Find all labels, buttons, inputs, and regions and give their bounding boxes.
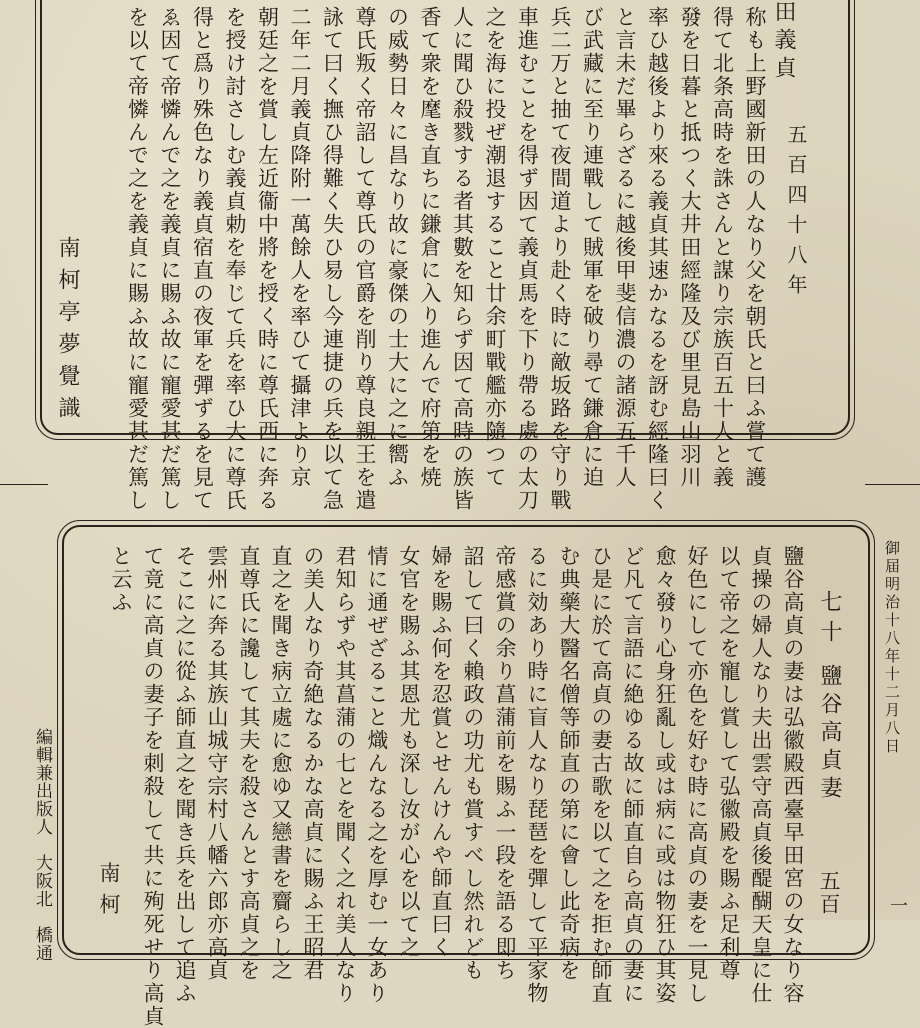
section-divider-right (865, 484, 920, 485)
bottom-article-column: 帝感賞の余り菖蒲前を賜ふ一段を語る即ち (493, 545, 517, 982)
top-article-column: 人に聞ひ殺戮する者其數を知らず因て高時の族皆 (450, 6, 475, 512)
top-article-column: 朝廷之を賞し左近衞中將を授く時に尊氏西に奔る (255, 6, 280, 512)
top-article-column: 称も上野國新田の人なり父を朝氏と曰ふ嘗て護 (743, 6, 767, 489)
top-article-column: ゑ因て帝憐んで之を義貞に賜ふ故に寵愛甚だ篤し (158, 6, 182, 512)
bottom-article-column: 直尊氏に讒して其夫を殺さんとす高貞之を (237, 545, 261, 982)
bottom-article-column: 直之を聞き病立處に愈ゆ又戀書を齎らし之 (269, 545, 293, 982)
top-article-column: と言未だ畢らざるに越後甲斐信濃の諸源五千人 (613, 6, 637, 489)
top-article-column: 香て衆を麾き直ちに鎌倉に入り進んで府第を焼 (418, 6, 442, 489)
top-article-column: を授け討さしむ義貞勅を奉じて兵を率ひ大に尊氏 (223, 6, 247, 512)
bottom-article-column: 鹽谷高貞の妻は弘徽殿西臺早田宮の女なり容 (781, 545, 805, 1005)
bottom-article-number: 七十 (817, 590, 842, 650)
bottom-article-column: の美人なり奇絶なるかな高貞に賜ふ王昭君 (301, 545, 325, 982)
bottom-article-column: む典藥大醫名僧等師直の第に會し此奇病を (557, 545, 581, 982)
bottom-article-column: 雲州に奔る其族山城守宗村八幡六郎亦高貞 (205, 545, 229, 982)
top-article-column: 尊氏叛く帝詔して尊氏の官爵を削り尊良親王を遣 (353, 6, 377, 512)
top-article-column: び武藏に至り連戰して賊軍を破り尋て鎌倉に迫 (580, 6, 605, 489)
bottom-article-title: 鹽谷高貞妻 (817, 664, 842, 804)
bottom-article-column: 貞操の婦人なり夫出雲守高貞後醍醐天皇に仕 (749, 545, 773, 1005)
top-article-title: 田義貞 (771, 0, 796, 84)
bottom-article-column: るに効あり時に盲人なり琵琶を彈して平家物 (525, 545, 549, 1005)
top-article-column: 詠て曰く撫ひ得難く失ひ易し今連捷の兵を以て急 (320, 6, 345, 512)
bottom-article-column: 愈々發り心身狂亂し或は病に或は物狂ひ其姿 (653, 545, 677, 1005)
bottom-article-page-label: 五百 (817, 870, 841, 916)
top-article-column: 發を日暮と抵つく大井田經隆及び里見島山羽川 (678, 6, 702, 489)
publisher-line: 編輯兼出版人 大阪北 橋通 (32, 728, 52, 962)
top-article-column: 兵二万と抽て夜間道より赴く時に敵坂路を守り戰 (548, 6, 572, 512)
bottom-article-column: 詔して曰く賴政の功尤も賞すべし然れども (461, 545, 485, 982)
top-article-number: 五百四十八年 (784, 124, 808, 304)
section-divider-left (0, 484, 48, 485)
bottom-article-column: 婦を賜ふ何を忍賞とせんけんや師直曰く (429, 545, 453, 959)
bottom-article-column: と云ふ (109, 545, 133, 614)
page-mark: 一 (890, 896, 908, 917)
top-article-signature: 南柯亭夢覺識 (55, 236, 80, 428)
bottom-article-column: そこに之に從ふ師直之を聞き兵を出して追ふ (173, 545, 197, 1005)
publication-date: 御届明治十八年十二月八日 (883, 540, 901, 756)
bottom-article-column: 情に通ぜざること熾んなる之を厚む一女あり (365, 545, 389, 1005)
top-article-column: 車進むことを得ず因て義貞馬を下り帶る處の太刀 (515, 6, 540, 512)
top-article-column: 之を海に投ぜ潮退すること廿余町戰艦亦隨つて (483, 6, 507, 489)
top-article-column: 二年二月義貞降附一萬餘人を率ひて攝津より京 (288, 6, 312, 489)
top-article-column: 率ひ越後より來る義貞其速かなるを訝む經隆曰く (645, 6, 670, 512)
bottom-article-column: 以て帝之を寵し賞して弘徽殿を賜ふ足利尊 (717, 545, 741, 982)
bottom-article-column: 好色にして亦色を好む時に高貞の妻を一見し (685, 545, 709, 1005)
bottom-article-column: 女官を賜ふ其恩尤も深し汝が心を以て之 (397, 545, 421, 959)
top-article-column: を以て帝憐んで之を義貞に賜ふ故に寵愛甚だ篤し (125, 6, 150, 512)
bottom-article-column: ひ是に於て高貞の妻古歌を以て之を拒む師直 (589, 545, 613, 1005)
top-article-column: 得て北条高時を誅さんと謀り宗族百五十人と義 (710, 6, 735, 489)
bottom-article-column: て竟に高貞の妻子を刺殺して共に殉死せり高貞 (141, 545, 165, 1028)
bottom-article-column: 君知らずや其菖蒲の七とを聞く之れ美人なり (333, 545, 357, 1005)
bottom-article-column: ど凡て言語に絶ゆる故に師直自ら高貞の妻に (621, 545, 645, 1005)
top-article-column: 得と爲り殊色なり義貞宿直の夜軍を彈ずるを見て (190, 6, 215, 512)
bottom-article-signature: 南柯 (97, 862, 121, 924)
top-article-column: の威勢日々に昌なり故に豪傑の士大に之に嚮ふ (385, 6, 410, 489)
